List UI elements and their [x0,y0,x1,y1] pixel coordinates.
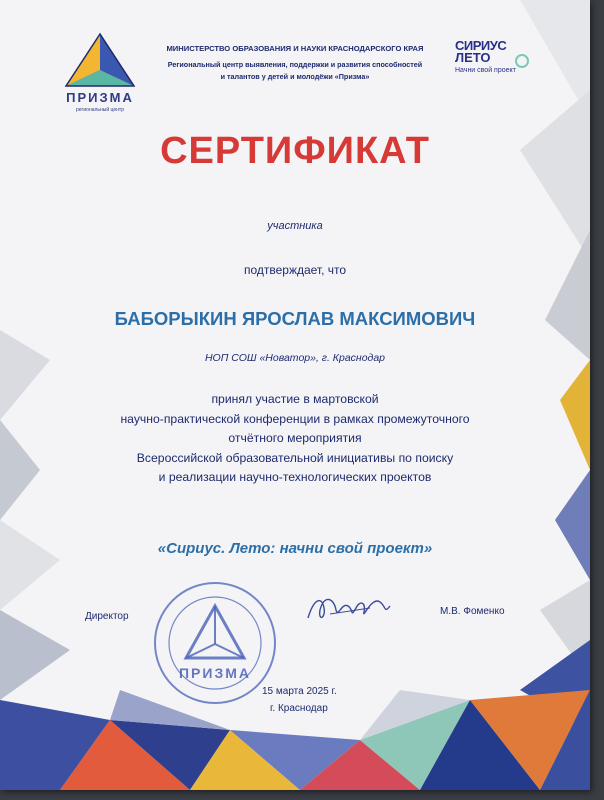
sirius-circle-icon [515,54,529,68]
director-signature [300,588,400,628]
recipient-name: БАБОРЫКИН ЯРОСЛАВ МАКСИМОВИЧ [114,308,476,329]
confirms-text: подтверждает, что [243,263,347,277]
header-text [140,44,450,83]
sirius-logo-tagline: Начни свой проект [455,67,516,74]
issue-city: г. Краснодар [270,703,328,714]
official-stamp [150,578,280,708]
participant-label: участника [267,220,323,232]
prizma-logo-sub: региональный центр [76,107,124,113]
sirius-logo-line1: СИРИУС [455,38,507,53]
sirius-logo-line2: ЛЕТО [455,50,491,65]
center-name-line1: Региональный центр выявления, поддержки и развития способностей [167,60,423,69]
school-name: НОП СОШ «Новатор», г. Краснодар [204,352,386,364]
center-name [140,59,450,83]
body-line: и реализации научно-технологических проектов [158,470,432,484]
prizma-triangle-icon [60,30,140,90]
project-title: «Сириус. Лето: начни свой проект» [157,540,433,557]
prizma-logo-name: ПРИЗМА [66,90,134,105]
center-name-line2: и талантов у детей и молодёжи «Призма» [220,72,370,81]
director-label: Директор [85,611,129,622]
ministry-title: МИНИСТЕРСТВО ОБРАЗОВАНИЯ И НАУКИ КРАСНОДАРСКОГО КРАЯ [166,44,424,53]
issue-date: 15 марта 2025 г. [262,686,337,697]
body-line: отчётного мероприятия [228,431,362,445]
body-line: научно-практической конференции в рамках промежуточного [120,411,470,426]
svg-text:ПРИЗМА: ПРИЗМА [178,665,252,681]
prizma-logo [60,30,140,120]
sirius-leto-logo [455,38,550,88]
certificate-title: СЕРТИФИКАТ [160,130,430,172]
director-name: М.В. Фоменко [440,606,505,617]
body-line: принял участие в мартовской [211,392,379,406]
certificate-body [80,390,510,488]
body-line: Всероссийской образовательной инициативы по поиску [136,450,454,465]
